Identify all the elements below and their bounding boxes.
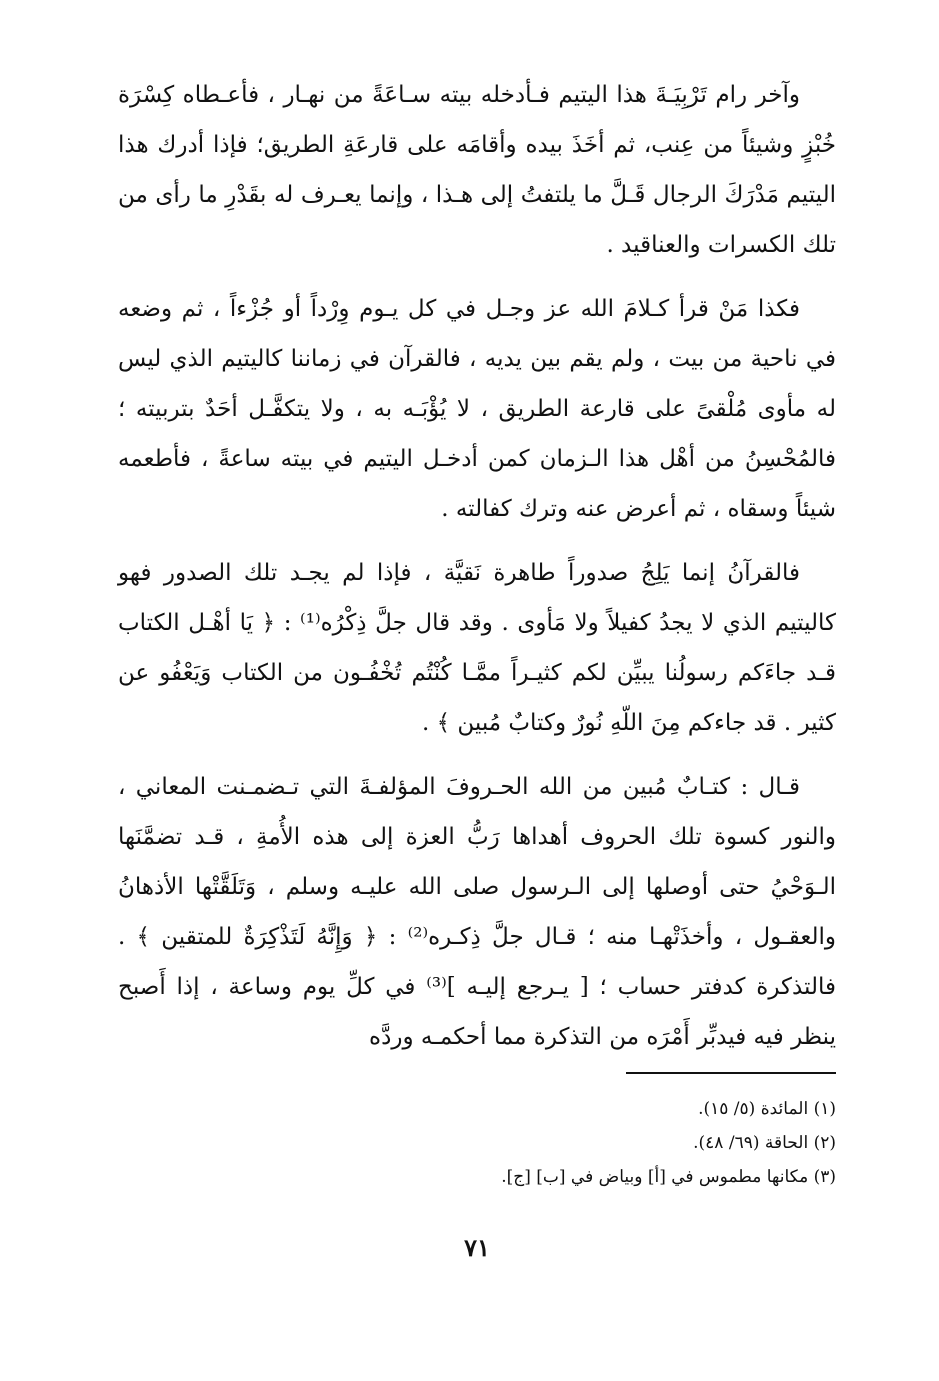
paragraph: فالقرآنُ إنما يَلِجُ صدوراً طاهرة نَقيَّة ، فإذا لم يجـد تلك الصدور فهو كاليتيم الذي لا يجدُ كفيلاً ولا مَأوى . وقد قال جلَّ ذِكْرُه⁽¹⁾ : ﴿ يَا أهْـل الكتاب قـد جاءَكم رسولُنا يبيِّن لكم كثيـراً ممَّـا كُنْتُم تُخْفُـون من الكتاب وَيَعْفُو عن كثير . قد جاءكم مِنَ اللّهِ نُورٌ وكتابٌ مُبين ﴾ . — [118, 560, 836, 736]
paragraph: فكذا مَنْ قرأ كـلامَ الله عز وجـل في كل يـوم وِرْداً أو جُزْءاً ، ثم وضعه في ناحية من بيت ، ولم يقم بين يديه ، فالقرآن في زماننا كاليتيم الذي ليس له مأوى مُلْقىً على قارعة الطريق ، لا يُؤْبَـه به ، ولا يتكفَّـل أحَدٌ بتربيته ؛ فالمُحْسِنُ من أهْل هذا الـزمان كمن أدخـل اليتيم في بيته ساعةً ، فأطعمه شيئاً وسقاه ، ثم أعرض عنه وترك كفالته . — [118, 296, 836, 522]
footnote: (٢) الحاقة (٦٩/ ٤٨). — [693, 1133, 836, 1153]
footnote-divider — [626, 1072, 836, 1074]
footnote: (١) المائدة (٥/ ١٥). — [698, 1099, 836, 1119]
book-page — [118, 70, 836, 1310]
main-text — [118, 70, 836, 1062]
paragraph: قـال : كتـابٌ مُبين من الله الحـروفَ المؤلفـةَ التي تـضمـنت المعاني ، والنور كسوة تلك الحروف أهداها رَبُّ العزة إلى هذه الأُمةِ ، قـد تضمَّنَها الـوَحْيُ حتى أوصلها إلى الـرسول صلى الله عليـه وسلم ، وَتَلَقَّتْها الأذهانُ والعقـول ، وأخذَتْهـا منه ؛ قـال جلَّ ذِكـره⁽²⁾ : ﴿ وَإِنَّهُ لَتَذْكِرَةٌ للمتقين ﴾ . فالتذكرة كدفتر حساب ؛ [ يـرجع إليـه ]⁽³⁾ في كلِّ يوم وساعة ، إذا أَصبح ينظر فيه فيدبِّر أَمْرَه من التذكرة مما أحكمـه وردَّه — [118, 774, 836, 1050]
paragraph: وآخر رام تَرْبِيَـةَ هذا اليتيم فـأدخله بيته سـاعَةً من نهـار ، فأعـطاه كِسْرَة خُبْزٍ وشيئاً من عِنب، ثم أخَذَ بيده وأقامَه على قارعَةِ الطريق؛ فإذا أدرك هذا اليتيم مَدْرَكَ الرجال قَـلَّ ما يلتفتُ إلى هـذا ، وإنما يعـرف له بقَدْرِ ما رأى من تلك الكسرات والعناقيد . — [118, 82, 836, 258]
page-number: ٧١ — [464, 1233, 490, 1262]
footnotes — [118, 1092, 836, 1194]
footnote: (٣) مكانها مطموس في [أ] وبياض في [ب] [ج]. — [501, 1167, 836, 1187]
